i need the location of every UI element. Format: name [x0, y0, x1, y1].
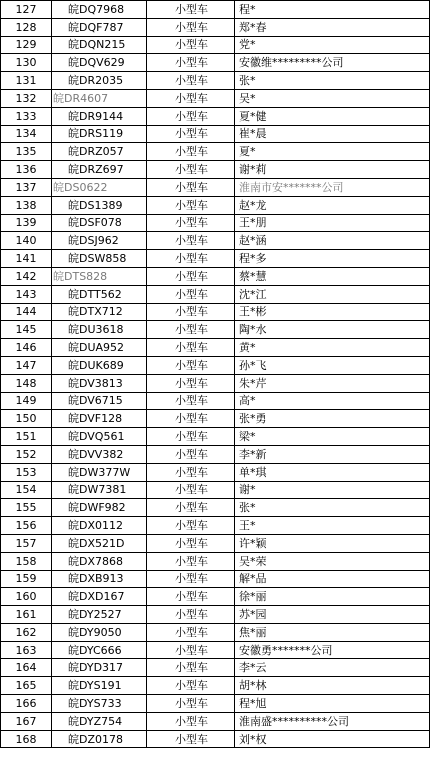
- owner-name-cell: 张*: [235, 499, 430, 517]
- vehicle-type-cell: 小型车: [147, 623, 235, 641]
- plate-number-cell: 皖DU3618: [52, 321, 147, 339]
- row-number-cell: 165: [1, 677, 52, 695]
- vehicle-type-cell: 小型车: [147, 196, 235, 214]
- vehicle-type-cell: 小型车: [147, 339, 235, 357]
- vehicle-type-cell: 小型车: [147, 125, 235, 143]
- row-number-cell: 127: [1, 1, 52, 19]
- vehicle-type-cell: 小型车: [147, 36, 235, 54]
- plate-number-cell: 皖DV3813: [52, 374, 147, 392]
- vehicle-type-cell: 小型车: [147, 552, 235, 570]
- table-row: [1, 481, 430, 499]
- row-number-cell: 163: [1, 641, 52, 659]
- vehicle-type-cell: 小型车: [147, 481, 235, 499]
- owner-name-cell: 梁*: [235, 428, 430, 446]
- table-row: [1, 1, 430, 19]
- owner-name-cell: 赵*龙: [235, 196, 430, 214]
- row-number-cell: 159: [1, 570, 52, 588]
- owner-name-cell: 安徽维*********公司: [235, 54, 430, 72]
- owner-name-cell: 程*多: [235, 250, 430, 268]
- plate-number-cell: 皖DYS733: [52, 695, 147, 713]
- table-row: [1, 712, 430, 730]
- owner-name-cell: 许*颖: [235, 534, 430, 552]
- row-number-cell: 137: [1, 178, 52, 196]
- vehicle-type-cell: 小型车: [147, 410, 235, 428]
- row-number-cell: 133: [1, 107, 52, 125]
- owner-name-cell: 徐*丽: [235, 588, 430, 606]
- owner-name-cell: 孙*飞: [235, 356, 430, 374]
- vehicle-type-cell: 小型车: [147, 72, 235, 90]
- vehicle-type-cell: 小型车: [147, 534, 235, 552]
- table-row: [1, 54, 430, 72]
- plate-number-cell: 皖DR2035: [52, 72, 147, 90]
- table-row: [1, 445, 430, 463]
- owner-name-cell: 安徽勇*******公司: [235, 641, 430, 659]
- vehicle-type-cell: 小型车: [147, 321, 235, 339]
- owner-name-cell: 夏*健: [235, 107, 430, 125]
- plate-number-cell: 皖DQV629: [52, 54, 147, 72]
- owner-name-cell: 夏*: [235, 143, 430, 161]
- plate-number-cell: 皖DW7381: [52, 481, 147, 499]
- plate-number-cell: 皖DRS119: [52, 125, 147, 143]
- plate-number-cell: 皖DX7868: [52, 552, 147, 570]
- plate-number-cell: 皖DTS828: [52, 267, 147, 285]
- vehicle-type-cell: 小型车: [147, 54, 235, 72]
- plate-number-cell: 皖DX521D: [52, 534, 147, 552]
- row-number-cell: 140: [1, 232, 52, 250]
- plate-number-cell: 皖DX0112: [52, 517, 147, 535]
- row-number-cell: 143: [1, 285, 52, 303]
- plate-number-cell: 皖DQF787: [52, 18, 147, 36]
- table-row: [1, 250, 430, 268]
- row-number-cell: 167: [1, 712, 52, 730]
- vehicle-type-cell: 小型车: [147, 659, 235, 677]
- owner-name-cell: 刘*权: [235, 730, 430, 748]
- owner-name-cell: 程*: [235, 1, 430, 19]
- vehicle-type-cell: 小型车: [147, 712, 235, 730]
- table-row: [1, 161, 430, 179]
- vehicle-type-cell: 小型车: [147, 445, 235, 463]
- table-row: [1, 517, 430, 535]
- plate-number-cell: 皖DTX712: [52, 303, 147, 321]
- row-number-cell: 142: [1, 267, 52, 285]
- owner-name-cell: 吴*荣: [235, 552, 430, 570]
- vehicle-type-cell: 小型车: [147, 356, 235, 374]
- vehicle-type-cell: 小型车: [147, 695, 235, 713]
- table-body: [1, 1, 430, 748]
- row-number-cell: 151: [1, 428, 52, 446]
- row-number-cell: 150: [1, 410, 52, 428]
- vehicle-type-cell: 小型车: [147, 161, 235, 179]
- owner-name-cell: 李*新: [235, 445, 430, 463]
- table-row: [1, 125, 430, 143]
- plate-number-cell: 皖DVF128: [52, 410, 147, 428]
- plate-number-cell: 皖DQ7968: [52, 1, 147, 19]
- row-number-cell: 152: [1, 445, 52, 463]
- row-number-cell: 131: [1, 72, 52, 90]
- vehicle-type-cell: 小型车: [147, 285, 235, 303]
- owner-name-cell: 淮南盛**********公司: [235, 712, 430, 730]
- row-number-cell: 132: [1, 89, 52, 107]
- table-row: [1, 89, 430, 107]
- row-number-cell: 130: [1, 54, 52, 72]
- vehicle-type-cell: 小型车: [147, 517, 235, 535]
- table-row: [1, 267, 430, 285]
- table-row: [1, 143, 430, 161]
- table-row: [1, 374, 430, 392]
- vehicle-type-cell: 小型车: [147, 570, 235, 588]
- plate-number-cell: 皖DSW858: [52, 250, 147, 268]
- vehicle-type-cell: 小型车: [147, 499, 235, 517]
- table-row: [1, 72, 430, 90]
- vehicle-type-cell: 小型车: [147, 428, 235, 446]
- plate-number-cell: 皖DY9050: [52, 623, 147, 641]
- plate-number-cell: 皖DYS191: [52, 677, 147, 695]
- row-number-cell: 141: [1, 250, 52, 268]
- row-number-cell: 146: [1, 339, 52, 357]
- owner-name-cell: 程*旭: [235, 695, 430, 713]
- vehicle-type-cell: 小型车: [147, 588, 235, 606]
- row-number-cell: 135: [1, 143, 52, 161]
- row-number-cell: 144: [1, 303, 52, 321]
- table-row: [1, 499, 430, 517]
- table-row: [1, 570, 430, 588]
- row-number-cell: 136: [1, 161, 52, 179]
- row-number-cell: 153: [1, 463, 52, 481]
- owner-name-cell: 陶*水: [235, 321, 430, 339]
- vehicle-type-cell: 小型车: [147, 303, 235, 321]
- owner-name-cell: 沈*江: [235, 285, 430, 303]
- row-number-cell: 162: [1, 623, 52, 641]
- plate-number-cell: 皖DXD167: [52, 588, 147, 606]
- plate-number-cell: 皖DYC666: [52, 641, 147, 659]
- table-row: [1, 392, 430, 410]
- table-row: [1, 232, 430, 250]
- vehicle-type-cell: 小型车: [147, 606, 235, 624]
- vehicle-type-cell: 小型车: [147, 232, 235, 250]
- row-number-cell: 160: [1, 588, 52, 606]
- table-row: [1, 410, 430, 428]
- plate-number-cell: 皖DTT562: [52, 285, 147, 303]
- row-number-cell: 166: [1, 695, 52, 713]
- plate-number-cell: 皖DUA952: [52, 339, 147, 357]
- vehicle-type-cell: 小型车: [147, 463, 235, 481]
- table-row: [1, 321, 430, 339]
- table-row: [1, 552, 430, 570]
- row-number-cell: 134: [1, 125, 52, 143]
- row-number-cell: 148: [1, 374, 52, 392]
- owner-name-cell: 高*: [235, 392, 430, 410]
- row-number-cell: 145: [1, 321, 52, 339]
- vehicle-type-cell: 小型车: [147, 374, 235, 392]
- table-row: [1, 356, 430, 374]
- table-row: [1, 285, 430, 303]
- owner-name-cell: 王*朋: [235, 214, 430, 232]
- owner-name-cell: 朱*芹: [235, 374, 430, 392]
- owner-name-cell: 蔡*慧: [235, 267, 430, 285]
- table-row: [1, 730, 430, 748]
- table-row: [1, 677, 430, 695]
- vehicle-type-cell: 小型车: [147, 392, 235, 410]
- table-row: [1, 534, 430, 552]
- owner-name-cell: 张*勇: [235, 410, 430, 428]
- vehicle-type-cell: 小型车: [147, 214, 235, 232]
- plate-number-cell: 皖DS0622: [52, 178, 147, 196]
- table-row: [1, 18, 430, 36]
- owner-name-cell: 崔*晨: [235, 125, 430, 143]
- vehicle-type-cell: 小型车: [147, 267, 235, 285]
- plate-number-cell: 皖DS1389: [52, 196, 147, 214]
- row-number-cell: 164: [1, 659, 52, 677]
- row-number-cell: 154: [1, 481, 52, 499]
- plate-number-cell: 皖DR4607: [52, 89, 147, 107]
- table-row: [1, 428, 430, 446]
- vehicle-type-cell: 小型车: [147, 1, 235, 19]
- table-row: [1, 339, 430, 357]
- vehicle-type-cell: 小型车: [147, 641, 235, 659]
- owner-name-cell: 郑*春: [235, 18, 430, 36]
- vehicle-type-cell: 小型车: [147, 18, 235, 36]
- plate-number-cell: 皖DUK689: [52, 356, 147, 374]
- table-row: [1, 641, 430, 659]
- table-row: [1, 303, 430, 321]
- table-row: [1, 196, 430, 214]
- owner-name-cell: 谢*莉: [235, 161, 430, 179]
- table-row: [1, 107, 430, 125]
- plate-number-cell: 皖DVV382: [52, 445, 147, 463]
- vehicle-type-cell: 小型车: [147, 730, 235, 748]
- plate-number-cell: 皖DQN215: [52, 36, 147, 54]
- plate-number-cell: 皖DSJ962: [52, 232, 147, 250]
- owner-name-cell: 王*: [235, 517, 430, 535]
- row-number-cell: 157: [1, 534, 52, 552]
- plate-number-cell: 皖DYD317: [52, 659, 147, 677]
- row-number-cell: 147: [1, 356, 52, 374]
- row-number-cell: 139: [1, 214, 52, 232]
- table-row: [1, 214, 430, 232]
- table-row: [1, 659, 430, 677]
- row-number-cell: 158: [1, 552, 52, 570]
- owner-name-cell: 谢*: [235, 481, 430, 499]
- owner-name-cell: 张*: [235, 72, 430, 90]
- plate-number-cell: 皖DY2527: [52, 606, 147, 624]
- owner-name-cell: 黄*: [235, 339, 430, 357]
- table-row: [1, 588, 430, 606]
- row-number-cell: 156: [1, 517, 52, 535]
- owner-name-cell: 王*彬: [235, 303, 430, 321]
- row-number-cell: 129: [1, 36, 52, 54]
- table-row: [1, 695, 430, 713]
- vehicle-type-cell: 小型车: [147, 250, 235, 268]
- owner-name-cell: 赵*涵: [235, 232, 430, 250]
- plate-number-cell: 皖DW377W: [52, 463, 147, 481]
- vehicle-type-cell: 小型车: [147, 107, 235, 125]
- row-number-cell: 138: [1, 196, 52, 214]
- plate-number-cell: 皖DXB913: [52, 570, 147, 588]
- row-number-cell: 161: [1, 606, 52, 624]
- row-number-cell: 168: [1, 730, 52, 748]
- plate-number-cell: 皖DRZ057: [52, 143, 147, 161]
- owner-name-cell: 李*云: [235, 659, 430, 677]
- vehicle-type-cell: 小型车: [147, 143, 235, 161]
- row-number-cell: 128: [1, 18, 52, 36]
- owner-name-cell: 解*品: [235, 570, 430, 588]
- vehicle-type-cell: 小型车: [147, 178, 235, 196]
- vehicle-type-cell: 小型车: [147, 89, 235, 107]
- plate-number-cell: 皖DYZ754: [52, 712, 147, 730]
- owner-name-cell: 党*: [235, 36, 430, 54]
- table-row: [1, 623, 430, 641]
- plate-number-cell: 皖DR9144: [52, 107, 147, 125]
- plate-number-cell: 皖DZ0178: [52, 730, 147, 748]
- plate-number-cell: 皖DRZ697: [52, 161, 147, 179]
- plate-number-cell: 皖DWF982: [52, 499, 147, 517]
- table-row: [1, 606, 430, 624]
- plate-number-cell: 皖DVQ561: [52, 428, 147, 446]
- row-number-cell: 149: [1, 392, 52, 410]
- owner-name-cell: 单*琪: [235, 463, 430, 481]
- owner-name-cell: 苏*园: [235, 606, 430, 624]
- vehicle-type-cell: 小型车: [147, 677, 235, 695]
- table-row: [1, 36, 430, 54]
- table-row: [1, 463, 430, 481]
- plate-number-cell: 皖DSF078: [52, 214, 147, 232]
- owner-name-cell: 胡*林: [235, 677, 430, 695]
- owner-name-cell: 淮南市安*******公司: [235, 178, 430, 196]
- table-row: [1, 178, 430, 196]
- owner-name-cell: 吴*: [235, 89, 430, 107]
- owner-name-cell: 焦*丽: [235, 623, 430, 641]
- plate-number-cell: 皖DV6715: [52, 392, 147, 410]
- row-number-cell: 155: [1, 499, 52, 517]
